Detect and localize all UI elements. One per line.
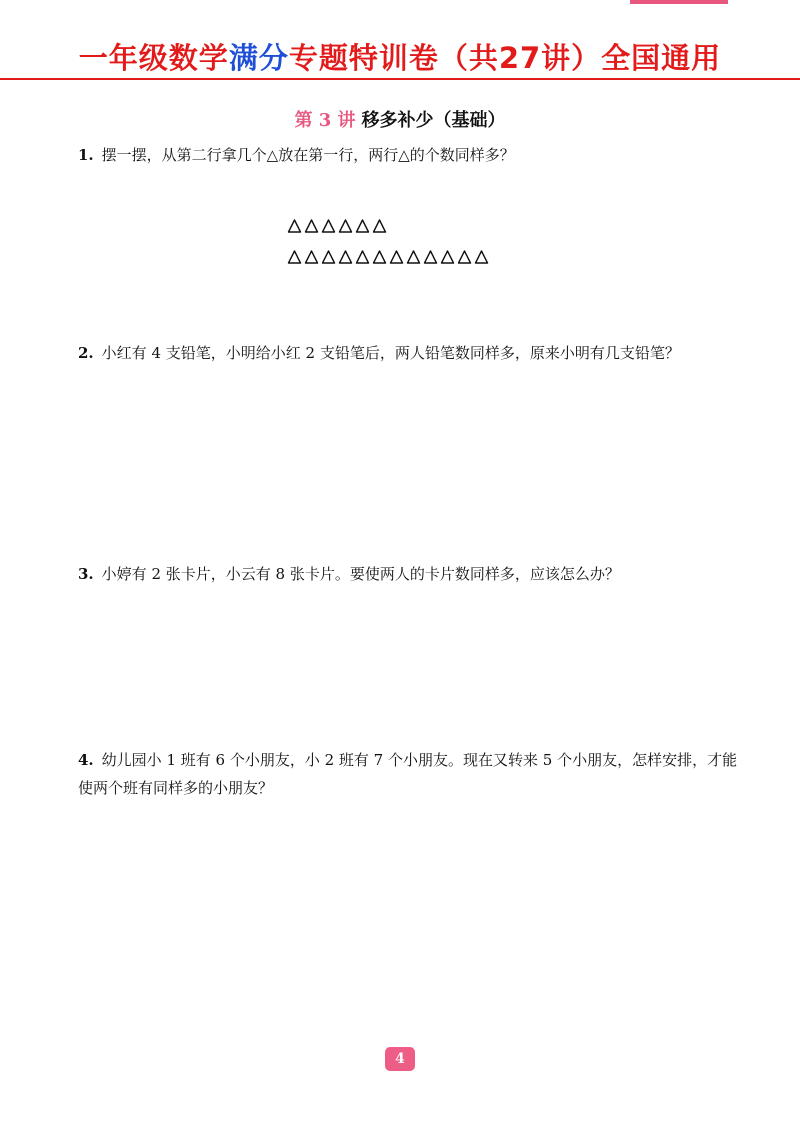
triangle-icon — [457, 249, 472, 265]
triangle-icon — [440, 249, 455, 265]
question-number: 2. — [78, 344, 94, 362]
question-3 — [78, 560, 738, 588]
triangle-icon — [372, 218, 387, 234]
triangle-icon — [372, 249, 387, 265]
question-text: 幼儿园小 1 班有 6 个小朋友，小 2 班有 7 个小朋友。现在又转来 5 个小朋友，怎样安排，才能使两个班有同样多的小朋友？ — [78, 751, 738, 797]
triangle-icon — [338, 249, 353, 265]
triangle-icon — [287, 249, 302, 265]
top-tab-decoration — [630, 0, 728, 4]
triangle-icon — [304, 218, 319, 234]
triangle-icon — [355, 218, 370, 234]
triangle-row-2 — [287, 249, 489, 265]
triangle-icon — [423, 249, 438, 265]
header-title-part2: 满分 — [228, 41, 289, 75]
triangle-icon — [406, 249, 421, 265]
question-number: 3. — [78, 565, 94, 583]
triangle-icon — [338, 218, 353, 234]
header-divider — [0, 78, 800, 80]
triangle-icon — [355, 249, 370, 265]
question-1 — [78, 141, 738, 169]
question-number: 1. — [78, 146, 94, 164]
question-text: 小红有 4 支铅笔，小明给小红 2 支铅笔后，两人铅笔数同样多，原来小明有几支铅笔？ — [101, 344, 680, 362]
question-text: 小婷有 2 张卡片，小云有 8 张卡片。要使两人的卡片数同样多，应该怎么办？ — [101, 565, 620, 583]
question-text: 摆一摆，从第二行拿几个△放在第一行，两行△的个数同样多？ — [101, 146, 515, 164]
lesson-title — [0, 106, 800, 132]
triangle-icon — [321, 218, 336, 234]
triangle-icon — [304, 249, 319, 265]
lesson-number: 第 3 讲 — [294, 110, 356, 131]
triangle-row-1 — [287, 218, 387, 234]
question-2 — [78, 339, 738, 367]
header-title-part1: 一年级数学 — [78, 41, 229, 75]
triangle-icon — [287, 218, 302, 234]
header-title-part3: 专题特训卷（共27讲）全国通用 — [288, 41, 722, 75]
triangle-icon — [474, 249, 489, 265]
page-header — [0, 36, 800, 77]
lesson-name: 移多补少（基础） — [361, 110, 506, 131]
question-4 — [78, 746, 738, 802]
triangle-icon — [321, 249, 336, 265]
page-number-badge: 4 — [385, 1047, 415, 1071]
triangle-icon — [389, 249, 404, 265]
question-number: 4. — [78, 751, 94, 769]
